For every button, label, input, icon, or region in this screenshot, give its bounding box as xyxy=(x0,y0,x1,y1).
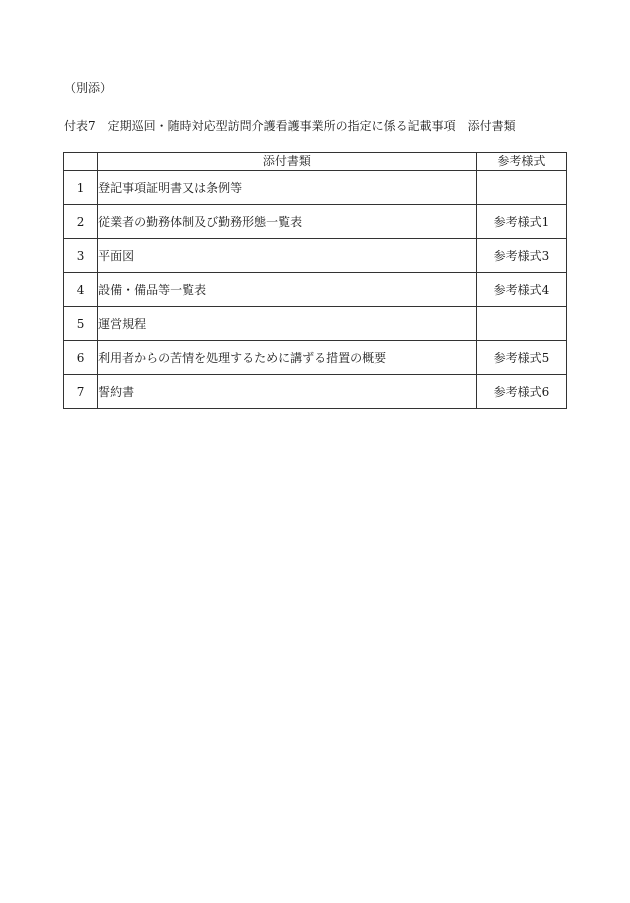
table-row xyxy=(64,171,567,205)
header-document-name: 添付書類 xyxy=(98,153,477,171)
row-document-name: 従業者の勤務体制及び勤務形態一覧表 xyxy=(98,205,477,239)
row-reference-form xyxy=(476,171,566,205)
row-reference-form: 参考様式3 xyxy=(476,239,566,273)
table-header-row xyxy=(64,153,567,171)
row-number: 4 xyxy=(64,273,98,307)
row-document-name: 利用者からの苦情を処理するために講ずる措置の概要 xyxy=(98,341,477,375)
row-number: 6 xyxy=(64,341,98,375)
row-document-name: 平面図 xyxy=(98,239,477,273)
table-row xyxy=(64,375,567,409)
row-number: 5 xyxy=(64,307,98,341)
table-row xyxy=(64,273,567,307)
row-reference-form: 参考様式1 xyxy=(476,205,566,239)
row-reference-form xyxy=(476,307,566,341)
table-row xyxy=(64,239,567,273)
row-document-name: 登記事項証明書又は条例等 xyxy=(98,171,477,205)
row-reference-form: 参考様式5 xyxy=(476,341,566,375)
table-row xyxy=(64,205,567,239)
row-reference-form: 参考様式6 xyxy=(476,375,566,409)
row-number: 3 xyxy=(64,239,98,273)
row-number: 1 xyxy=(64,171,98,205)
row-number: 2 xyxy=(64,205,98,239)
table-row xyxy=(64,341,567,375)
table-row xyxy=(64,307,567,341)
row-document-name: 誓約書 xyxy=(98,375,477,409)
attachment-note: （別添） xyxy=(64,81,113,95)
page-title: 付表7 定期巡回・随時対応型訪問介護看護事業所の指定に係る記載事項 添付書類 xyxy=(64,119,516,133)
row-document-name: 運営規程 xyxy=(98,307,477,341)
row-document-name: 設備・備品等一覧表 xyxy=(98,273,477,307)
row-reference-form: 参考様式4 xyxy=(476,273,566,307)
row-number: 7 xyxy=(64,375,98,409)
header-reference-form: 参考様式 xyxy=(476,153,566,171)
attached-documents-table xyxy=(63,152,567,409)
header-number xyxy=(64,153,98,171)
